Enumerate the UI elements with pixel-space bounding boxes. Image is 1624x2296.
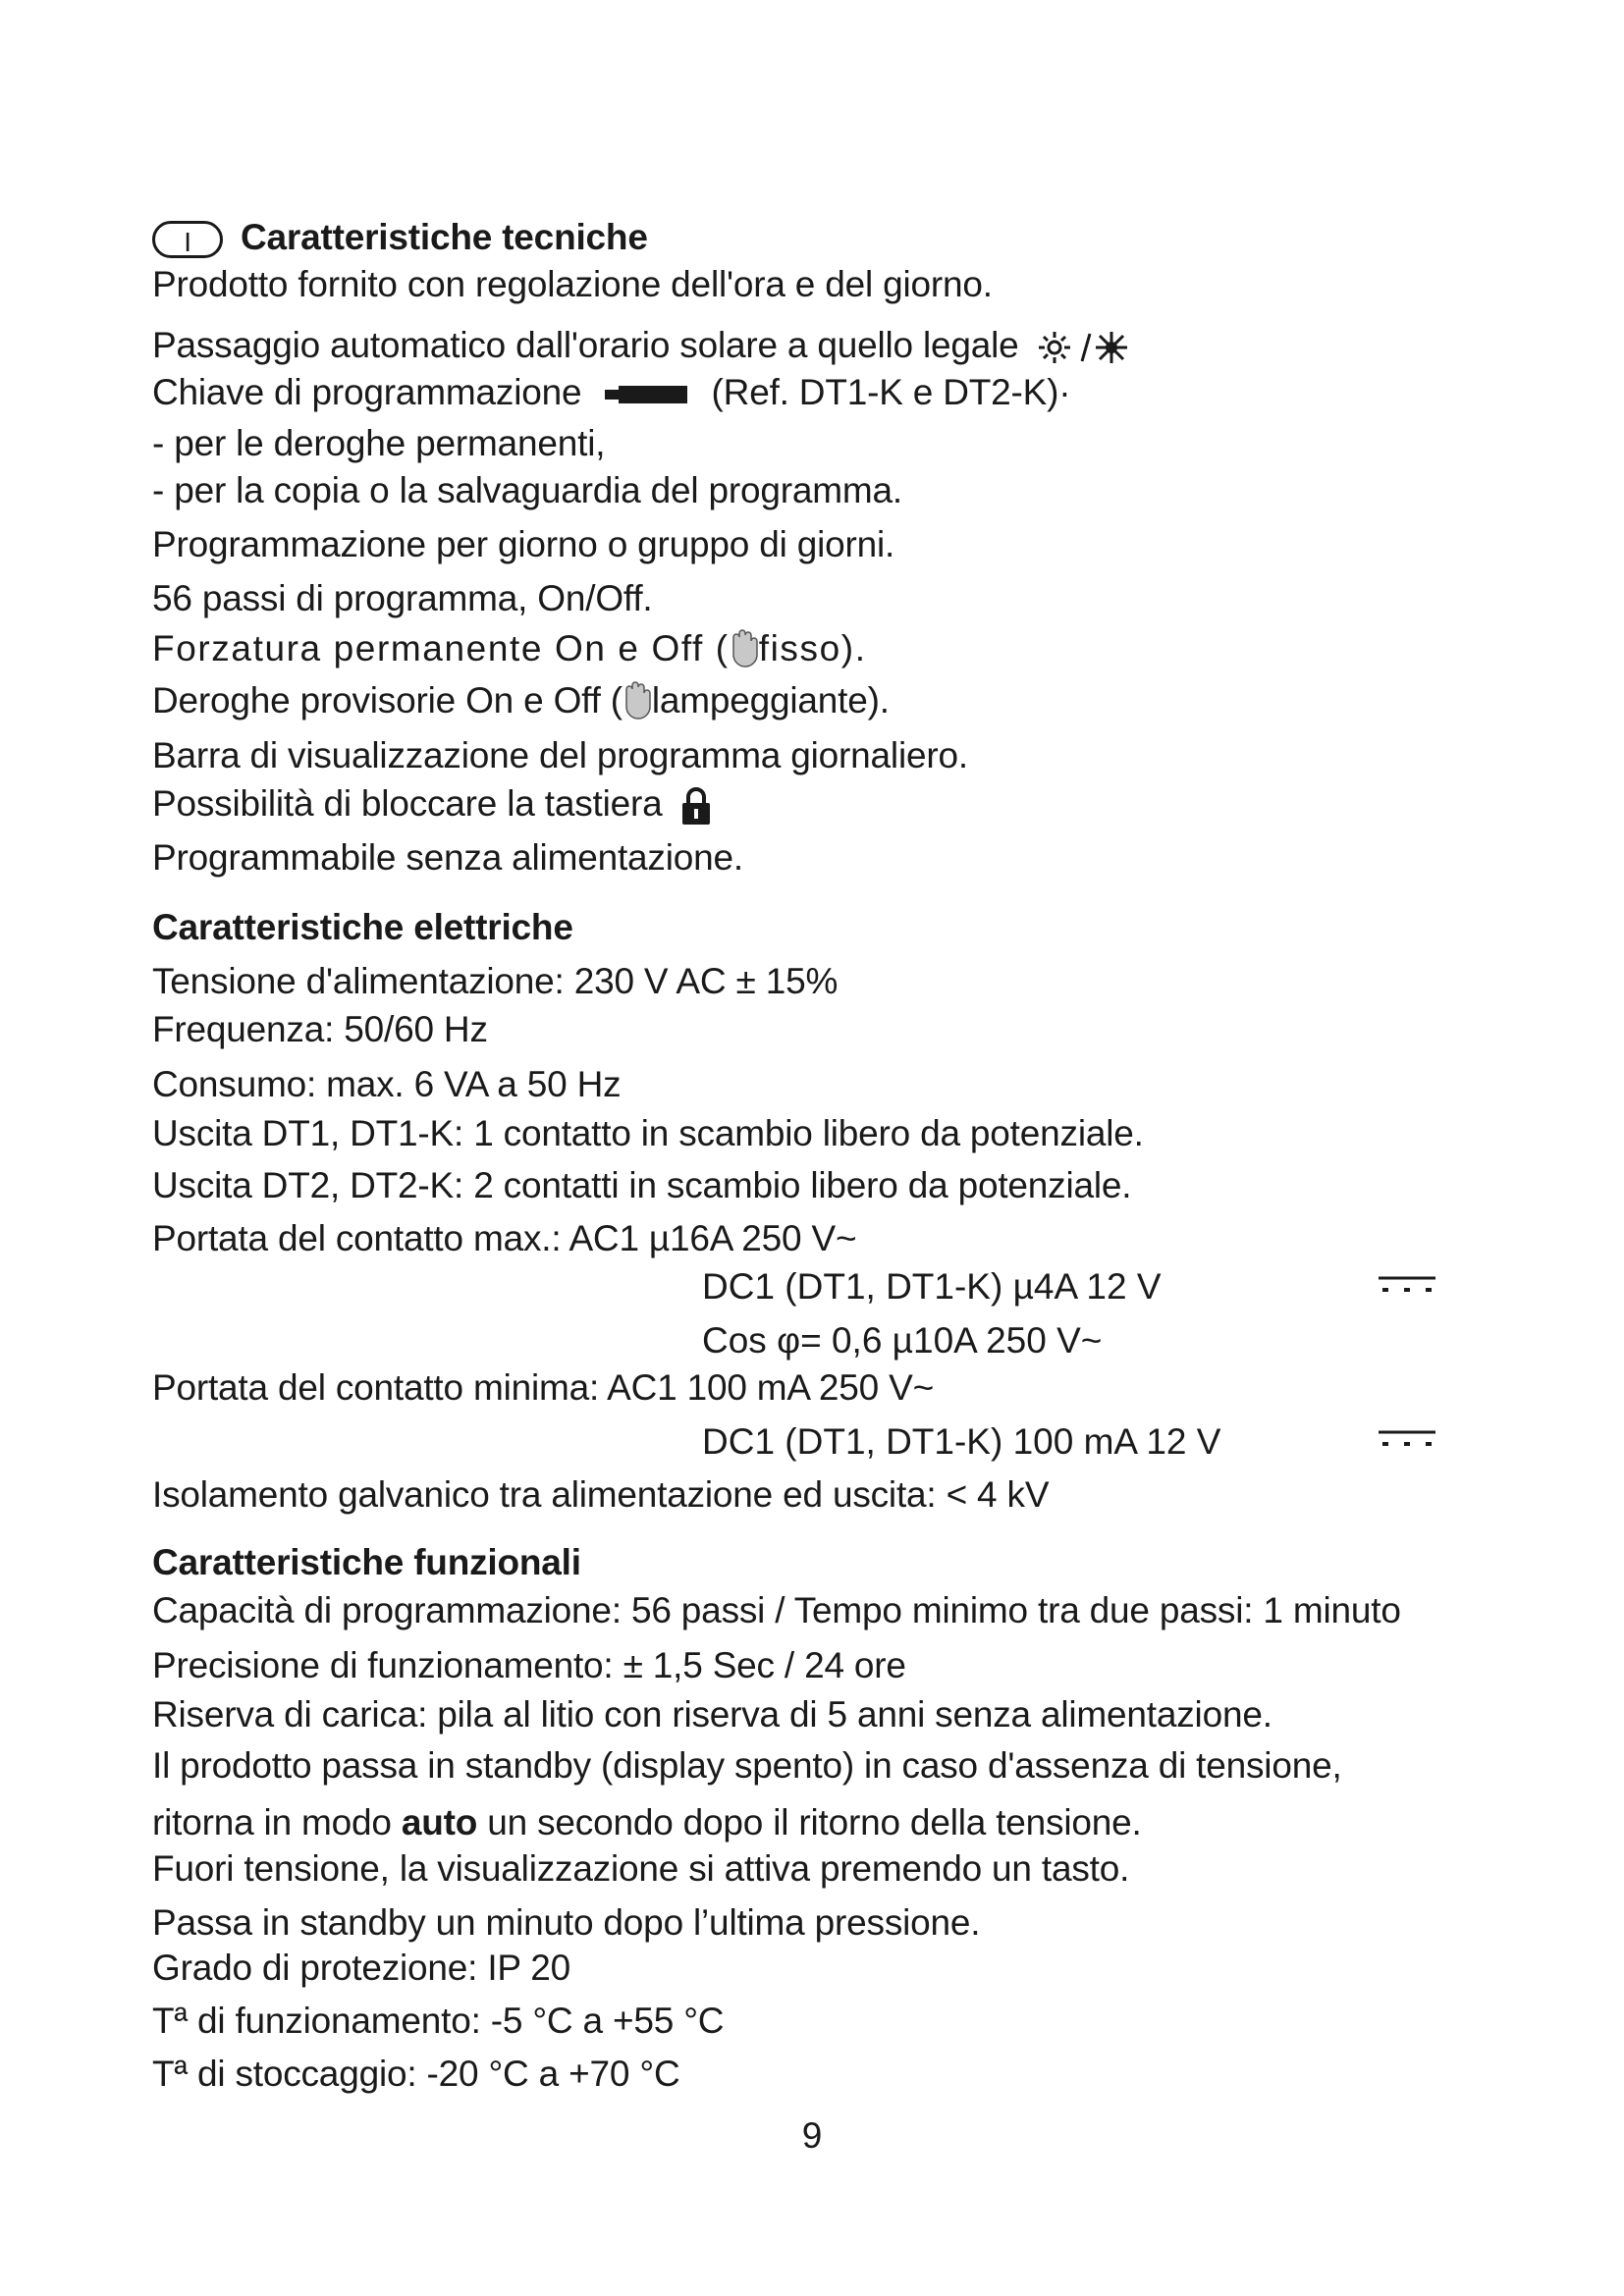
tech-line-1: Prodotto fornito con regolazione dell'ora e del giorno. — [152, 264, 993, 304]
hand-icon — [730, 625, 759, 668]
section-electrical-heading: Caratteristiche elettriche — [152, 907, 573, 947]
tech-line-9-text: Deroghe provisorie On e Off ( — [152, 680, 623, 721]
func-line-8: Grado di protezione: IP 20 — [152, 1948, 571, 1988]
language-badge: I — [152, 221, 223, 258]
elec-line-2: Frequenza: 50/60 Hz — [152, 1009, 488, 1049]
elec-line-6: Portata del contatto max.: AC1 µ16A 250 V~ — [152, 1218, 857, 1258]
tech-line-11-text: Possibilità di bloccare la tastiera — [152, 783, 663, 824]
elec-line-8: Cos φ= 0,6 µ10A 250 V~ — [702, 1320, 1103, 1361]
elec-line-9: Portata del contatto minima: AC1 100 mA 250 V~ — [152, 1367, 935, 1408]
tech-line-9 — [152, 677, 890, 722]
tech-line-3 — [152, 371, 1070, 414]
elec-line-3: Consumo: max. 6 VA a 50 Hz — [152, 1064, 622, 1104]
elec-line-11: Isolamento galvanico tra alimentazione ed uscita: < 4 kV — [152, 1474, 1050, 1515]
tech-line-10: Barra di visualizzazione del programma giornaliero. — [152, 735, 968, 775]
tech-line-2 — [152, 324, 1133, 367]
page-number: 9 — [801, 2115, 823, 2156]
func-line-6: Fuori tensione, la visualizzazione si attiva premendo un tasto. — [152, 1848, 1130, 1889]
func-line-5-c: un secondo dopo il ritorno della tensione. — [477, 1802, 1142, 1842]
programming-key-icon — [605, 384, 687, 405]
section-technical-heading — [152, 216, 648, 259]
func-line-10: Tª di stoccaggio: -20 °C a +70 °C — [152, 2054, 680, 2094]
elec-line-4: Uscita DT1, DT1-K: 1 contatto in scambio libero da potenziale. — [152, 1113, 1144, 1153]
tech-line-3-ref: (Ref. DT1-K e DT2-K)· — [711, 372, 1071, 412]
dc-symbol-icon — [1379, 1274, 1435, 1296]
tech-line-7: 56 passi di programma, On/Off. — [152, 578, 653, 618]
func-line-2: Precisione di funzionamento: ± 1,5 Sec / 24 ore — [152, 1645, 906, 1685]
func-line-4: Il prodotto passa in standby (display spento) in caso d'assenza di tensione, — [152, 1745, 1342, 1786]
func-line-3: Riserva di carica: pila al litio con riserva di 5 anni senza alimentazione. — [152, 1694, 1272, 1735]
tech-line-11 — [152, 782, 712, 826]
tech-line-4: - per le deroghe permanenti, — [152, 423, 606, 463]
tech-line-12: Programmabile senza alimentazione. — [152, 837, 743, 878]
section-functional-heading: Caratteristiche funzionali — [152, 1542, 581, 1582]
elec-line-10: DC1 (DT1, DT1-K) 100 mA 12 V — [702, 1421, 1221, 1462]
tech-line-8-fixed: fisso). — [758, 628, 867, 668]
tech-line-8-text: Forzatura permanente On e Off ( — [152, 628, 730, 668]
func-line-5 — [152, 1801, 1142, 1844]
sun-snowflake-icon — [1039, 330, 1133, 365]
tech-line-2-text: Passaggio automatico dall'orario solare a quello legale — [152, 325, 1019, 365]
tech-line-8 — [152, 625, 867, 670]
func-line-7: Passa in standby un minuto dopo l’ultima pressione. — [152, 1902, 981, 1943]
hand-icon — [623, 677, 652, 721]
padlock-icon — [680, 786, 712, 826]
dc-symbol-icon — [1379, 1428, 1435, 1450]
heading-text: Caratteristiche tecniche — [241, 217, 648, 257]
func-line-5-a: ritorna in modo — [152, 1802, 402, 1842]
tech-line-5: - per la copia o la salvaguardia del programma. — [152, 470, 902, 510]
tech-line-9-blink: lampeggiante). — [651, 680, 890, 721]
func-line-1: Capacità di programmazione: 56 passi / Tempo minimo tra due passi: 1 minuto — [152, 1590, 1401, 1630]
func-line-5-auto: auto — [401, 1802, 478, 1842]
func-line-9: Tª di funzionamento: -5 °C a +55 °C — [152, 2001, 725, 2041]
elec-line-1: Tensione d'alimentazione: 230 V AC ± 15% — [152, 961, 839, 1001]
elec-line-7: DC1 (DT1, DT1-K) µ4A 12 V — [702, 1266, 1162, 1307]
tech-line-3-text: Chiave di programmazione — [152, 372, 582, 412]
tech-line-6: Programmazione per giorno o gruppo di giorni. — [152, 524, 895, 564]
elec-line-5: Uscita DT2, DT2-K: 2 contatti in scambio libero da potenziale. — [152, 1165, 1132, 1205]
